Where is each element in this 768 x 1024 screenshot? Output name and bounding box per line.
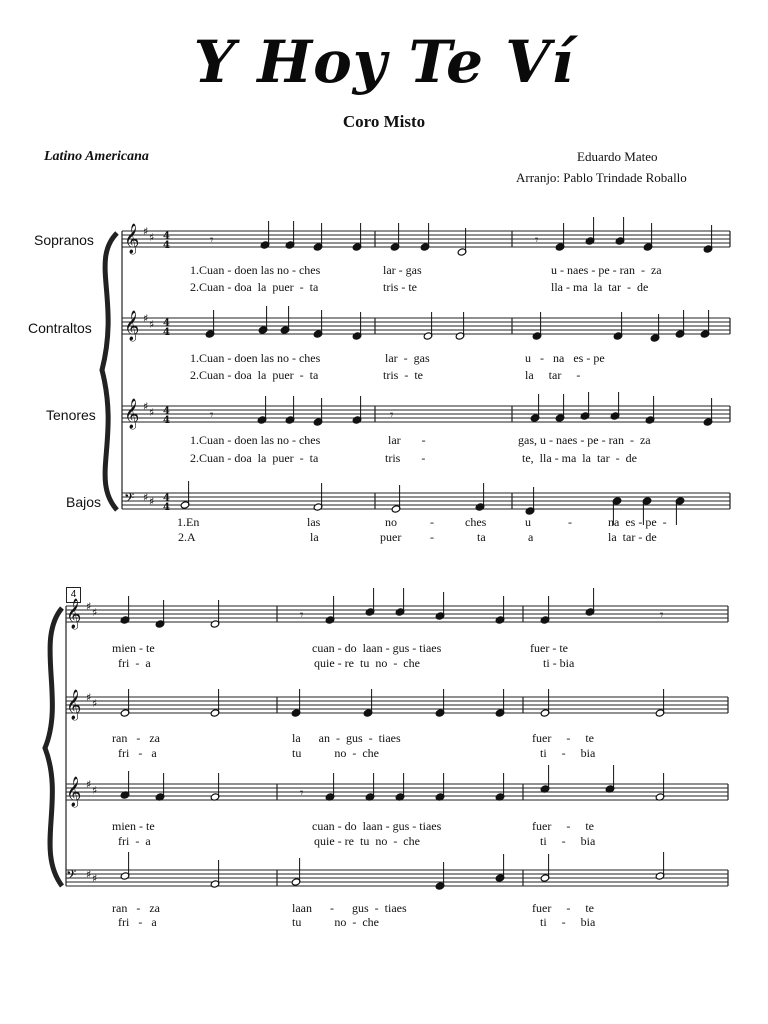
key-signature-s1-0: ♯ bbox=[143, 225, 149, 238]
key-signature-s2-2: ♯ bbox=[86, 778, 92, 791]
lyric-s1-sop-v2-m2: tris - te bbox=[383, 280, 417, 294]
lyric-s1-alt-v2-m1: 2.Cuan - doa la puer - ta bbox=[190, 368, 319, 382]
lyric-s1-ten-v2-m2: tris - bbox=[385, 451, 426, 465]
rest-s1-2-5: 𝄾 bbox=[390, 408, 394, 423]
lyric-s1-bas-v2-4: - bbox=[430, 530, 434, 544]
clef-s1-2: 𝄞 bbox=[124, 399, 140, 429]
clef-s2-1: 𝄞 bbox=[66, 690, 82, 720]
lyric-s2-ten-v2-m2: quie - re tu no - che bbox=[314, 834, 420, 848]
lyric-s2-alt-v2-m2: tu no - che bbox=[292, 746, 379, 760]
lyric-s1-sop-v1-m3: u - naes - pe - ran - za bbox=[551, 263, 662, 277]
key-signature-s2-0: ♯ bbox=[92, 606, 98, 619]
lyric-s2-alt-v1-m1: ran - za bbox=[112, 731, 160, 745]
lyric-s2-bas-v2-m3: ti - bia bbox=[540, 915, 596, 929]
time-signature-s1-2: 4 bbox=[163, 406, 170, 417]
rest-s2-0-11: 𝄾 bbox=[660, 608, 664, 623]
lyric-s2-ten-v1-m2: cuan - do laan - gus - tiaes bbox=[312, 819, 442, 833]
lyric-s2-sop-v1-m2: cuan - do laan - gus - tiaes bbox=[312, 641, 442, 655]
lyric-s2-ten-v1-m1: mien - te bbox=[112, 819, 155, 833]
brace-system2 bbox=[45, 608, 62, 886]
lyric-s1-bas-v2-5: ta bbox=[477, 530, 486, 544]
lyric-s2-alt-v1-m2: la an - gus - tiaes bbox=[292, 731, 401, 745]
lyric-s2-ten-v1-m3: fuer - te bbox=[532, 819, 594, 833]
key-signature-s1-3: ♯ bbox=[143, 491, 149, 504]
clef-s1-0: 𝄞 bbox=[124, 224, 140, 254]
lyric-s1-bas-v2-6: a bbox=[528, 530, 534, 544]
lyric-s1-bas-v1-7: - bbox=[568, 515, 572, 529]
clef-s2-0: 𝄞 bbox=[66, 599, 82, 629]
lyric-s2-ten-v2-m3: ti - bia bbox=[540, 834, 596, 848]
part-label-sopranos: Sopranos bbox=[34, 232, 94, 248]
arranger: Arranjo: Pablo Trindade Roballo bbox=[516, 170, 687, 185]
measure-number: 4 bbox=[66, 587, 81, 603]
lyric-s1-sop-v1-m1: 1.Cuan - doen las no - ches bbox=[190, 263, 321, 277]
lyric-s1-bas-v1-4: - bbox=[430, 515, 434, 529]
lyric-s2-alt-v2-m1: fri - a bbox=[118, 746, 157, 760]
time-signature-s1-3: 4 bbox=[163, 502, 170, 513]
key-signature-s2-1: ♯ bbox=[92, 697, 98, 710]
brace-system1 bbox=[102, 233, 117, 510]
lyric-s1-bas-v1-8: na es - pe - bbox=[608, 515, 667, 529]
time-signature-s1-2: 4 bbox=[163, 415, 170, 426]
key-signature-s1-1: ♯ bbox=[149, 318, 155, 331]
clef-s1-1: 𝄞 bbox=[124, 311, 140, 341]
lyric-s2-bas-v1-m2: laan - gus - tiaes bbox=[292, 901, 407, 915]
lyric-s1-ten-v2-m1: 2.Cuan - doa la puer - ta bbox=[190, 451, 319, 465]
lyric-s2-sop-v1-m1: mien - te bbox=[112, 641, 155, 655]
part-label-tenores: Tenores bbox=[46, 407, 96, 423]
lyric-s2-bas-v2-m1: fri - a bbox=[118, 915, 157, 929]
lyric-s1-ten-v1-m1: 1.Cuan - doen las no - ches bbox=[190, 433, 321, 447]
clef-s2-3: 𝄢 bbox=[66, 867, 77, 886]
lyric-s1-ten-v2-m3: te, lla - ma la tar - de bbox=[522, 451, 637, 465]
song-title: Y Hoy Te Ví bbox=[193, 28, 575, 96]
rest-s2-2-3: 𝄾 bbox=[300, 786, 304, 801]
lyric-s2-bas-v2-m2: tu no - che bbox=[292, 915, 379, 929]
time-signature-s1-1: 4 bbox=[163, 327, 170, 338]
time-signature-s1-1: 4 bbox=[163, 318, 170, 329]
lyric-s1-bas-v1-3: no bbox=[385, 515, 397, 529]
clef-s2-2: 𝄞 bbox=[66, 777, 82, 807]
lyric-s1-alt-v1-m1: 1.Cuan - doen las no - ches bbox=[190, 351, 321, 365]
key-signature-s1-3: ♯ bbox=[149, 495, 155, 508]
lyric-s2-bas-v1-m3: fuer - te bbox=[532, 901, 594, 915]
lyric-s2-sop-v2-m1: fri - a bbox=[118, 656, 151, 670]
lyric-s2-alt-v1-m3: fuer - te bbox=[532, 731, 594, 745]
lyric-s1-bas-v2-2: la bbox=[310, 530, 319, 544]
lyric-s1-alt-v2-m2: tris - te bbox=[383, 368, 423, 382]
key-signature-s2-3: ♯ bbox=[86, 868, 92, 881]
time-signature-s1-3: 4 bbox=[163, 493, 170, 504]
lyric-s1-bas-v2-3: puer bbox=[380, 530, 402, 544]
lyric-s1-sop-v2-m3: lla - ma la tar - de bbox=[551, 280, 649, 294]
lyric-s1-bas-v2-1: 2.A bbox=[178, 530, 196, 544]
rest-s1-0-0: 𝄾 bbox=[210, 233, 214, 248]
lyric-s1-sop-v1-m2: lar - gas bbox=[383, 263, 422, 277]
lyric-s2-bas-v1-m1: ran - za bbox=[112, 901, 160, 915]
lyric-s1-ten-v1-m2: lar - bbox=[388, 433, 426, 447]
lyric-s1-bas-v1-2: las bbox=[307, 515, 321, 529]
lyric-s2-sop-v2-m2: quie - re tu no - che bbox=[314, 656, 420, 670]
key-signature-s1-2: ♯ bbox=[149, 406, 155, 419]
part-label-bajos: Bajos bbox=[66, 494, 102, 510]
key-signature-s2-3: ♯ bbox=[92, 872, 98, 885]
part-label-contraltos: Contraltos bbox=[28, 320, 92, 336]
key-signature-s2-2: ♯ bbox=[92, 784, 98, 797]
subtitle: Coro Misto bbox=[342, 112, 426, 131]
key-signature-s1-0: ♯ bbox=[149, 231, 155, 244]
lyric-s1-alt-v1-m3: u - na es - pe bbox=[525, 351, 605, 365]
lyric-s1-alt-v2-m3: la tar - bbox=[525, 368, 581, 382]
style-label: Latino Americana bbox=[44, 149, 149, 164]
rest-s1-0-8: 𝄾 bbox=[535, 233, 539, 248]
lyric-s2-alt-v2-m3: ti - bia bbox=[540, 746, 596, 760]
lyric-s2-sop-v2-m3: ti - bia bbox=[543, 656, 575, 670]
lyric-s1-sop-v2-m1: 2.Cuan - doa la puer - ta bbox=[190, 280, 319, 294]
time-signature-s1-0: 4 bbox=[163, 240, 170, 251]
composer: Eduardo Mateo bbox=[577, 149, 658, 164]
lyric-s1-alt-v1-m2: lar - gas bbox=[385, 351, 430, 365]
key-signature-s2-1: ♯ bbox=[86, 691, 92, 704]
lyric-s2-sop-v1-m3: fuer - te bbox=[530, 641, 568, 655]
lyric-s1-bas-v1-6: u bbox=[525, 515, 531, 529]
time-signature-s1-0: 4 bbox=[163, 231, 170, 242]
rest-s2-0-3: 𝄾 bbox=[300, 608, 304, 623]
lyric-s1-bas-v2-7: la tar - de bbox=[608, 530, 657, 544]
key-signature-s1-2: ♯ bbox=[143, 400, 149, 413]
lyric-s2-ten-v2-m1: fri - a bbox=[118, 834, 151, 848]
lyric-s1-ten-v1-m3: gas, u - naes - pe - ran - za bbox=[518, 433, 651, 447]
key-signature-s1-1: ♯ bbox=[143, 312, 149, 325]
clef-s1-3: 𝄢 bbox=[124, 490, 135, 509]
lyric-s1-bas-v1-5: ches bbox=[465, 515, 487, 529]
rest-s1-2-0: 𝄾 bbox=[210, 408, 214, 423]
key-signature-s2-0: ♯ bbox=[86, 600, 92, 613]
lyric-s1-bas-v1-1: 1.En bbox=[177, 515, 200, 529]
